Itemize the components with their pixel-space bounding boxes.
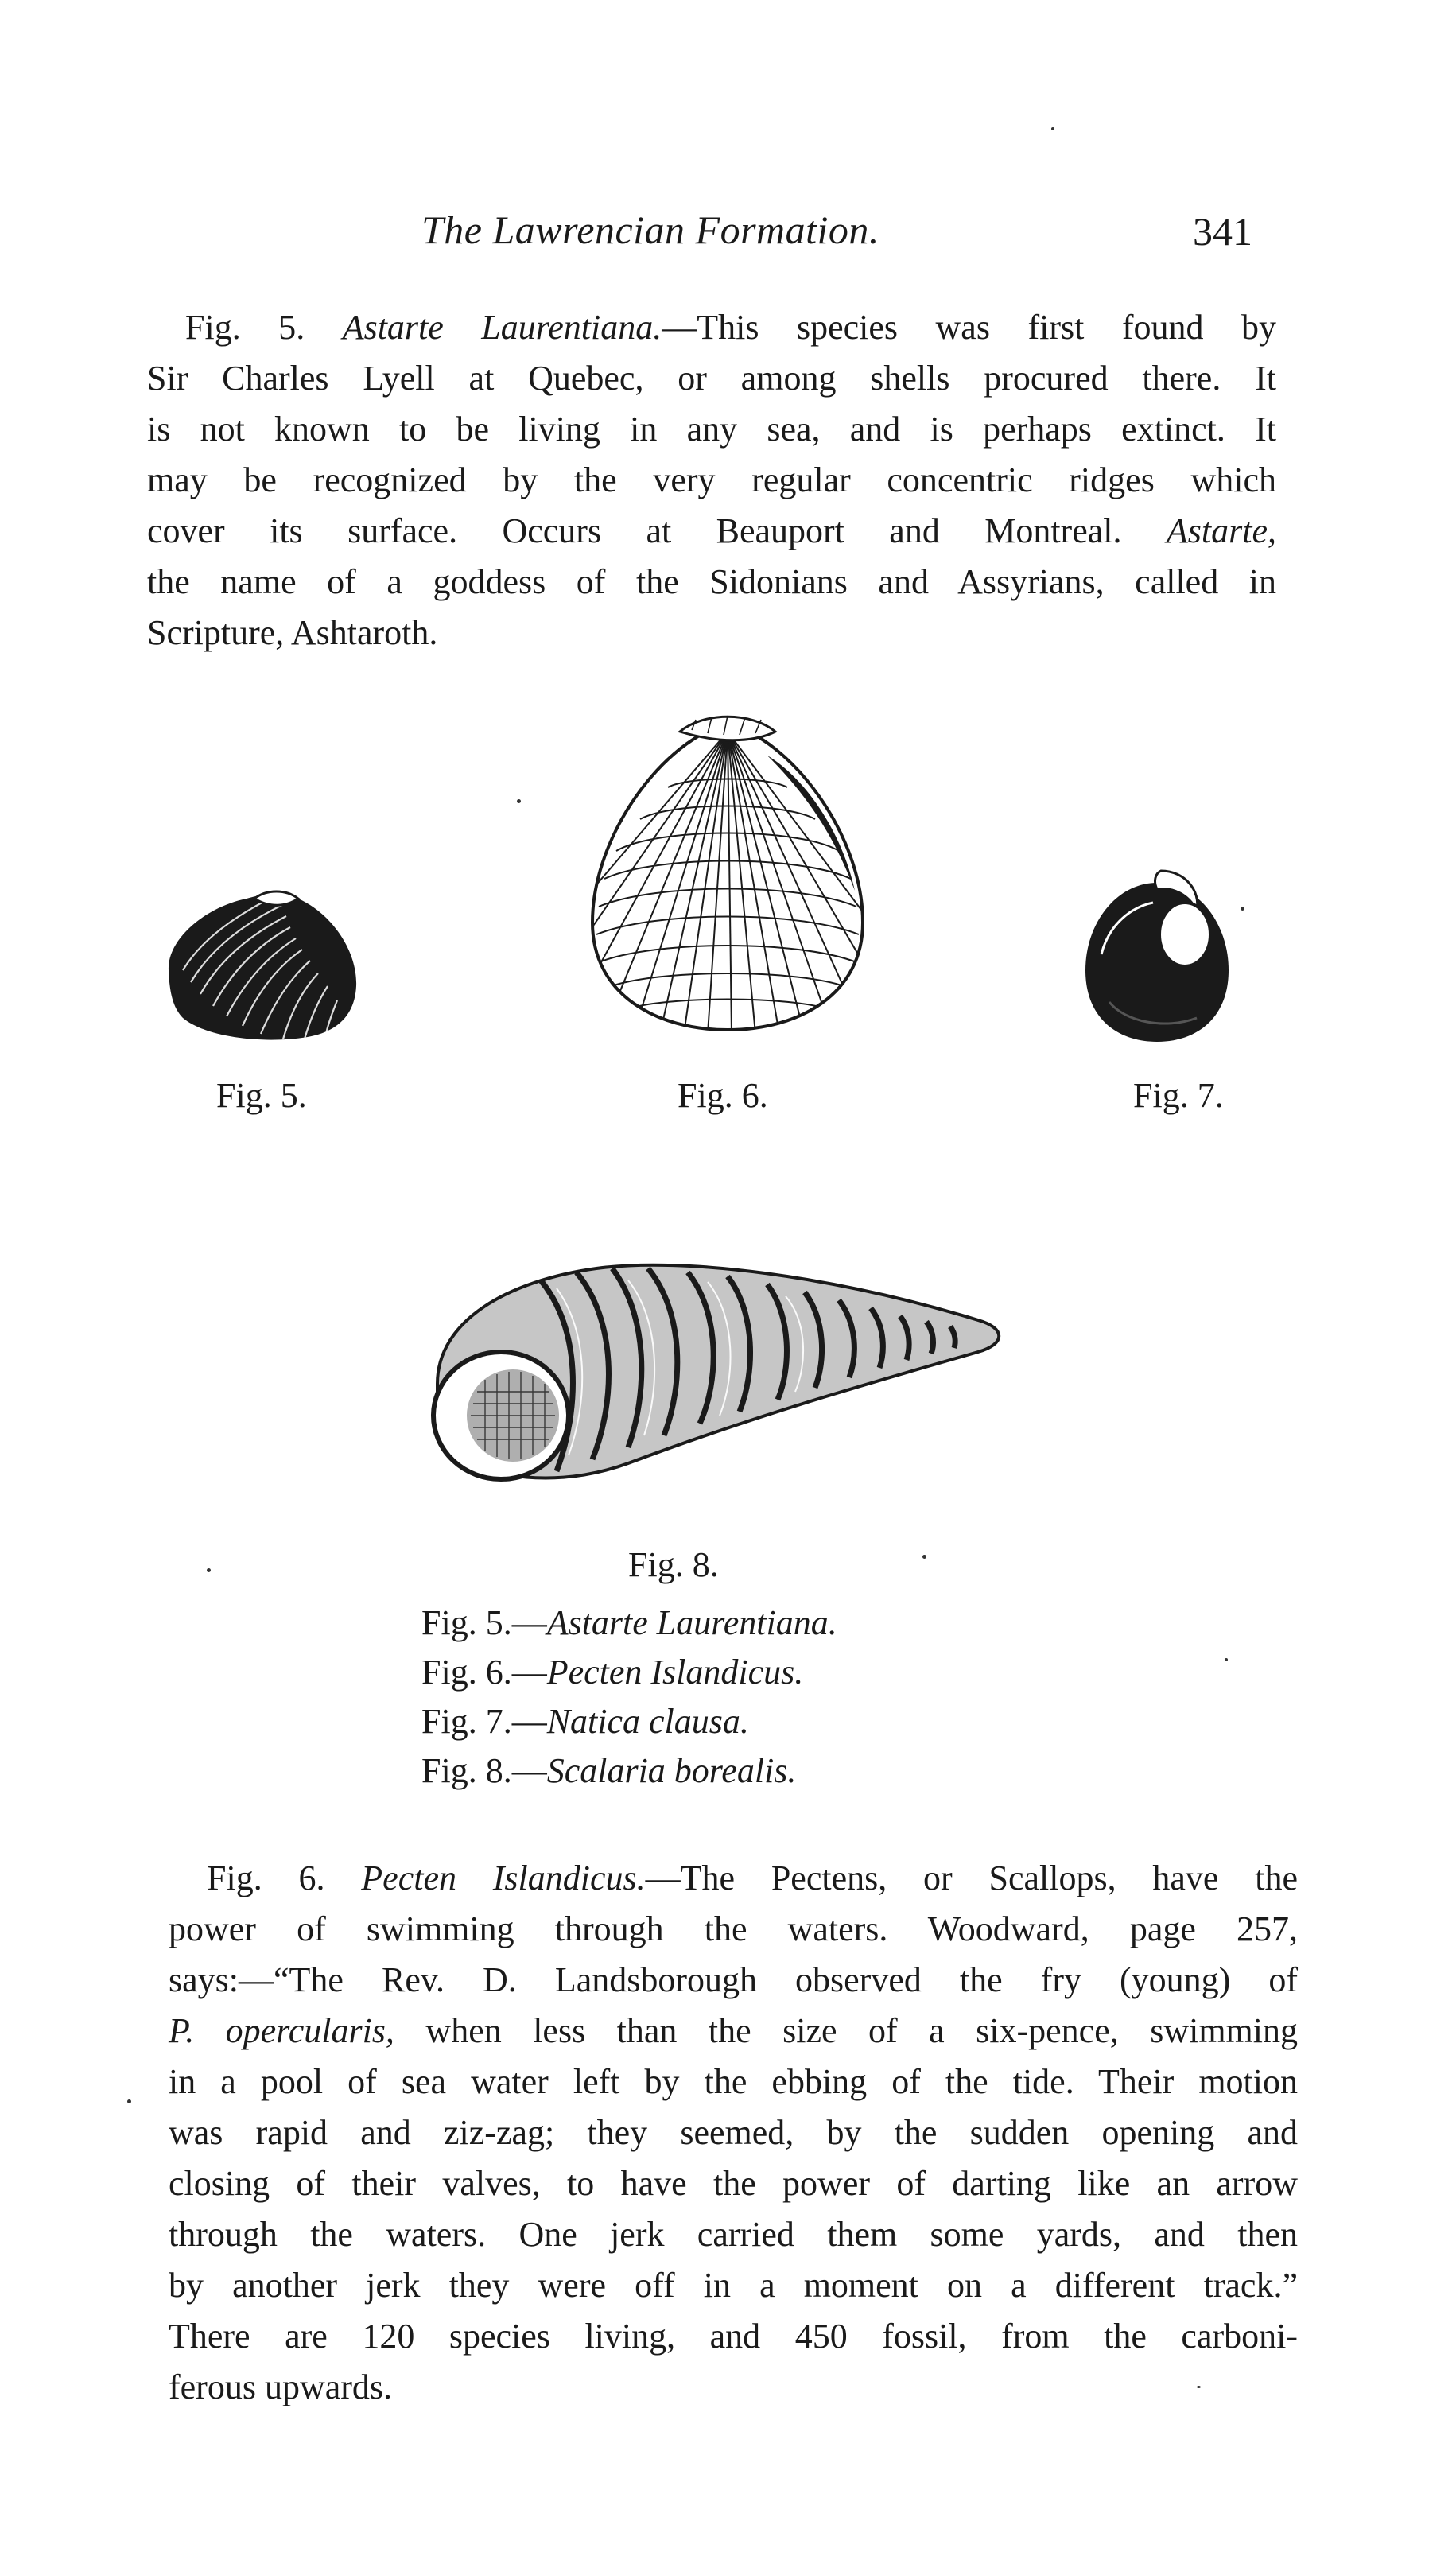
fig5-label: Fig. 5. [216,1076,307,1115]
paragraph-line: may be recognized by the very regular concentric ridges which [147,460,1276,499]
natica-shell-icon [1077,859,1237,1050]
species-name: Astarte, [1166,511,1276,550]
caption-item [421,1598,837,1648]
species-name: Astarte Laurentiana. [342,308,662,347]
running-title: The Lawrencian Formation. [421,208,879,252]
caption-fig: Fig. 7.— [421,1702,547,1741]
paragraph-line: There are 120 species living, and 450 fossil, from the carboni- [169,2317,1298,2356]
paragraph-line: Sir Charles Lyell at Quebec, or among shells procured there. It [147,359,1276,398]
caption-species: Astarte Laurentiana. [546,1603,837,1642]
caption-item [421,1697,837,1746]
caption-species: Natica clausa. [546,1702,749,1741]
print-speck [207,1568,211,1572]
line-text: when less than the size of a six-pence, swimming [394,2011,1298,2050]
print-speck [1051,127,1054,130]
paragraph-line: closing of their valves, to have the power of darting like an arrow [169,2164,1298,2203]
pecten-shell-icon [569,708,887,1042]
paragraph-line: through the waters. One jerk carried them some yards, and then [169,2215,1298,2254]
astarte-paragraph [147,302,1276,658]
caption-species: Scalaria borealis. [546,1751,797,1790]
pecten-paragraph [169,1853,1298,2413]
caption-fig: Fig. 8.— [421,1751,547,1790]
line-text: —This species was first found by [662,308,1276,347]
paragraph-line: the name of a goddess of the Sidonians and Assyrians, called in [147,562,1276,601]
astarte-shell-icon [159,875,366,1050]
paragraph-line [169,1853,1298,1904]
paragraph-line [147,302,1276,353]
paragraph-line: in a pool of sea water left by the ebbing of the tide. Their motion [169,2062,1298,2101]
line-text: cover its surface. Occurs at Beauport and Montreal. [147,511,1167,550]
fig7-label: Fig. 7. [1133,1076,1224,1115]
page-number: 341 [1193,209,1252,254]
fig8-label: Fig. 8. [628,1545,719,1584]
print-speck [127,2099,131,2103]
print-speck [1241,907,1244,911]
caption-fig: Fig. 6.— [421,1653,547,1692]
paragraph-line: Scripture, Ashtaroth. [147,613,438,652]
paragraph-line: ferous upwards. [169,2367,393,2406]
fig-ref: Fig. 6. [207,1859,362,1897]
print-speck [517,799,521,803]
caption-item [421,1746,837,1796]
paragraph-line: says:—“The Rev. D. Landsborough observed the fry (young) of [169,1960,1298,1999]
caption-fig: Fig. 5.— [421,1603,547,1642]
paragraph-line [147,506,1276,557]
caption-item [421,1648,837,1697]
paragraph-line: was rapid and ziz-zag; they seemed, by the sudden opening and [169,2113,1298,2152]
fig6-label: Fig. 6. [678,1076,768,1115]
paragraph-line: is not known to be living in any sea, and is perhaps extinct. It [147,410,1276,449]
fig-ref: Fig. 5. [185,308,343,347]
print-speck [1225,1658,1228,1661]
species-name: Pecten Islandicus. [361,1859,646,1897]
paragraph-line: by another jerk they were off in a moment on a different track.” [169,2266,1298,2305]
paragraph-line [169,2006,1298,2057]
scalaria-shell-icon [421,1233,1010,1503]
figure-caption-list [421,1598,837,1796]
caption-species: Pecten Islandicus. [546,1653,804,1692]
line-text: —The Pectens, or Scallops, have the [645,1859,1298,1897]
print-speck [1197,2386,1201,2388]
paragraph-line: power of swimming through the waters. Woodward, page 257, [169,1909,1298,1948]
species-name: P. opercularis, [169,2011,394,2050]
print-speck [922,1555,926,1559]
